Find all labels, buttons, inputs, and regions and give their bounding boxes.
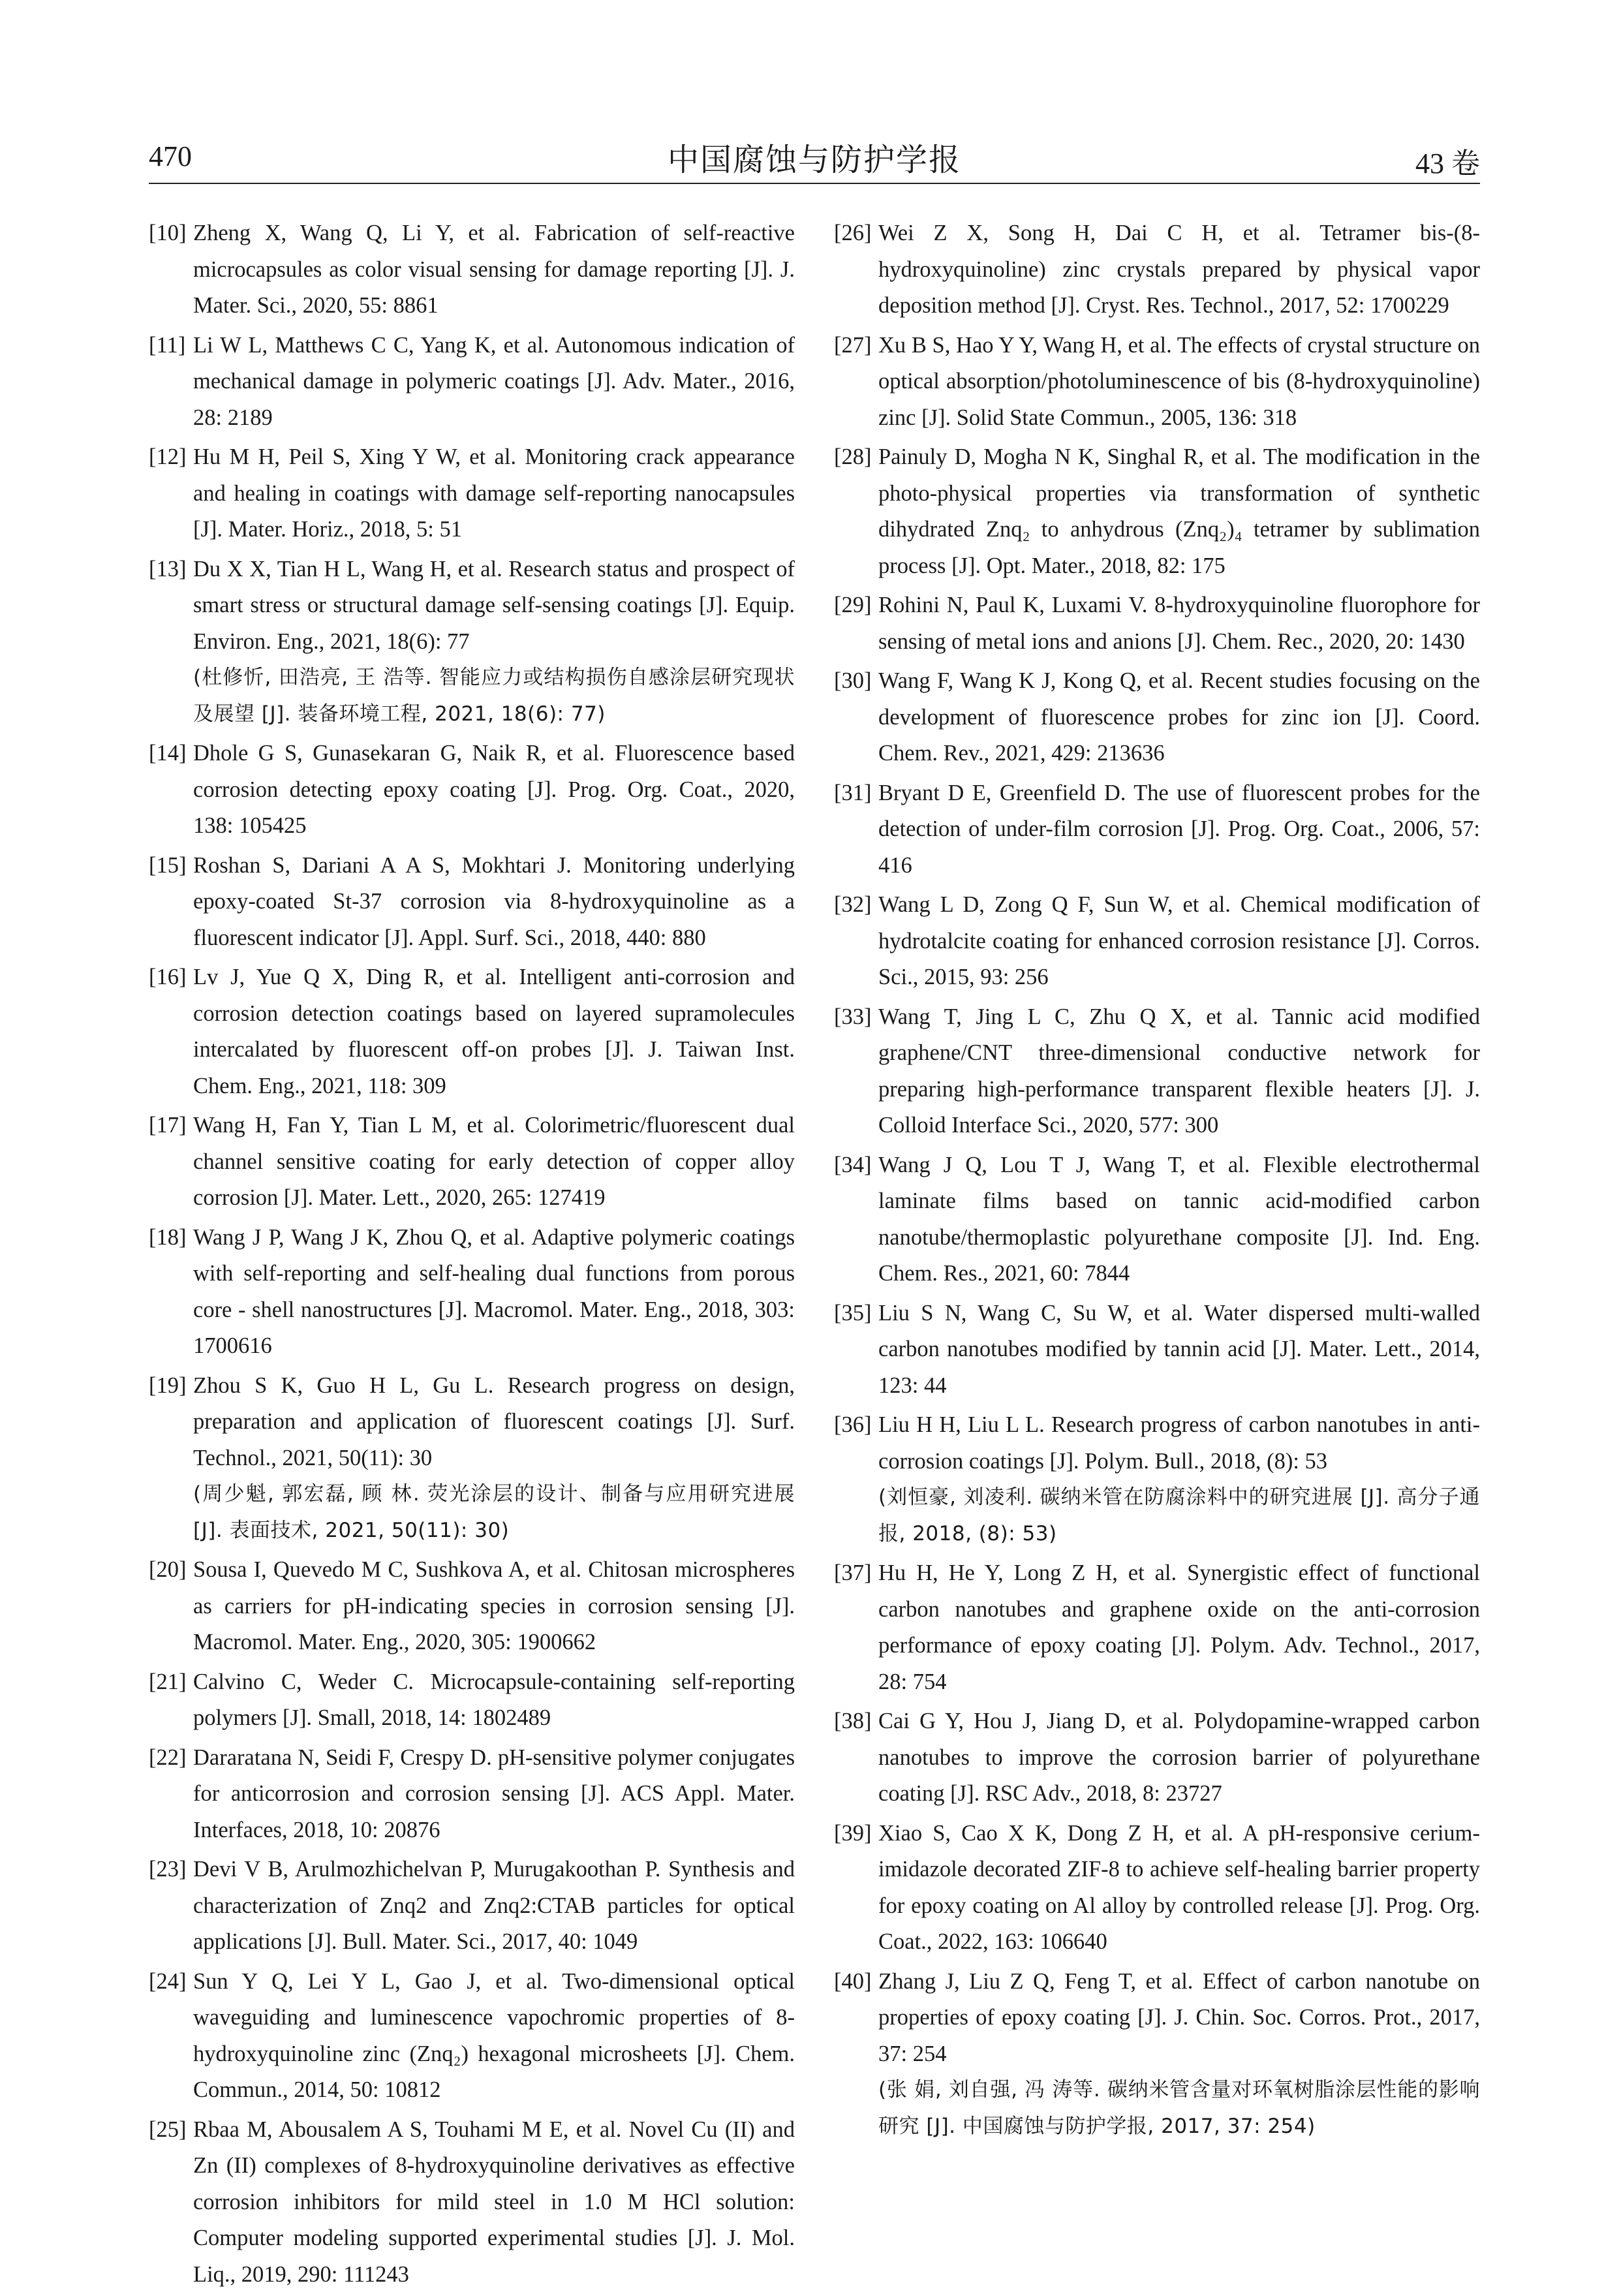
reference-number: [28] bbox=[834, 444, 872, 469]
reference-item bbox=[834, 1295, 1480, 1404]
reference-item bbox=[149, 1552, 795, 1661]
reference-number: [34] bbox=[834, 1152, 872, 1177]
reference-text: Calvino C, Weder C. Microcapsule-containing self-reporting polymers [J]. Small, 2018, 14: 1802489 bbox=[193, 1669, 795, 1730]
reference-item bbox=[149, 1664, 795, 1737]
reference-number: [16] bbox=[149, 965, 187, 989]
reference-column-right bbox=[834, 215, 1480, 2148]
reference-text: Xu B S, Hao Y Y, Wang H, et al. The effects of crystal structure on optical absorption/photoluminescence of bis (8-hydroxyquinoline) zinc [J]. Solid State Commun., 2005, 136: 318 bbox=[878, 332, 1480, 430]
reference-number: [15] bbox=[149, 852, 187, 878]
reference-text: Rbaa M, Abousalem A S, Touhami M E, et al. Novel Cu (II) and Zn (II) complexes of 8-hydroxyquinoline derivatives as effective corrosion inhibitors for mild steel in 1.0 M HCl solution: Computer modeling supported experimental studies [J]. J. Mol. Liq., 2019, 290: 111243 bbox=[193, 2117, 795, 2287]
reference-item bbox=[149, 439, 795, 548]
reference-number: [25] bbox=[149, 2117, 187, 2142]
reference-item bbox=[149, 959, 795, 1104]
reference-item bbox=[149, 1852, 795, 1961]
reference-text: Du X X, Tian H L, Wang H, et al. Research status and prospect of smart stress or structural damage self-sensing coatings [J]. Equip. Environ. Eng., 2021, 18(6): 77 bbox=[193, 556, 795, 654]
reference-number: [39] bbox=[834, 1820, 872, 1846]
reference-item bbox=[834, 1147, 1480, 1292]
reference-item bbox=[834, 587, 1480, 660]
reference-chinese-translation: (杜修忻, 田浩亮, 王 浩等. 智能应力或结构损伤自感涂层研究现状及展望 [J]. 装备环境工程, 2021, 18(6): 77) bbox=[193, 666, 795, 726]
reference-item bbox=[149, 1108, 795, 1217]
reference-item bbox=[149, 1220, 795, 1365]
reference-number: [32] bbox=[834, 892, 872, 917]
reference-text: Wang H, Fan Y, Tian L M, et al. Colorimetric/fluorescent dual channel sensitive coating for early detection of copper alloy corrosion [J]. Mater. Lett., 2020, 265: 127419 bbox=[193, 1113, 795, 1210]
reference-text: Dararatana N, Seidi F, Crespy D. pH-sensitive polymer conjugates for anticorrosion and corrosion sensing [J]. ACS Appl. Mater. Interfaces, 2018, 10: 20876 bbox=[193, 1745, 795, 1842]
reference-text: Bryant D E, Greenfield D. The use of fluorescent probes for the detection of under-film corrosion [J]. Prog. Org. Coat., 2006, 57: 416 bbox=[878, 780, 1480, 878]
reference-number: [26] bbox=[834, 221, 872, 245]
reference-item bbox=[149, 2112, 795, 2293]
reference-number: [30] bbox=[834, 668, 872, 693]
reference-number: [17] bbox=[149, 1113, 187, 1138]
reference-item bbox=[149, 551, 795, 733]
reference-chinese-translation: (周少魁, 郭宏磊, 顾 林. 荧光涂层的设计、制备与应用研究进展 [J]. 表面技术, 2021, 50(11): 30) bbox=[193, 1482, 795, 1542]
reference-item bbox=[149, 215, 795, 324]
reference-item bbox=[149, 1368, 795, 1549]
reference-text: Hu M H, Peil S, Xing Y W, et al. Monitoring crack appearance and healing in coatings with damage self-reporting nanocapsules [J]. Mater. Horiz., 2018, 5: 51 bbox=[193, 444, 795, 542]
reference-text: Cai G Y, Hou J, Jiang D, et al. Polydopamine-wrapped carbon nanotubes to improve the corrosion barrier of polyurethane coating [J]. RSC Adv., 2018, 8: 23727 bbox=[878, 1709, 1480, 1806]
reference-text: Sun Y Q, Lei Y L, Gao J, et al. Two-dimensional optical waveguiding and luminescence vapochromic properties of 8-hydroxyquinoline zinc (Znq₂) hexagonal microsheets [J]. Chem. Commun., 2014, 50: 10812 bbox=[193, 1968, 795, 2102]
reference-text: Painuly D, Mogha N K, Singhal R, et al. The modification in the photo-physical properties via transformation of synthetic dihydrated Znq₂ to anhydrous (Znq₂)₄ tetramer by sublimation process [J]. Opt. Mater., 2018, 82: 175 bbox=[878, 444, 1480, 578]
reference-number: [19] bbox=[149, 1373, 187, 1398]
reference-number: [37] bbox=[834, 1560, 872, 1585]
reference-number: [20] bbox=[149, 1557, 187, 1582]
reference-text: Zheng X, Wang Q, Li Y, et al. Fabrication of self-reactive microcapsules as color visual sensing for damage reporting [J]. J. Mater. Sci., 2020, 55: 8861 bbox=[193, 221, 795, 318]
reference-number: [12] bbox=[149, 444, 187, 469]
reference-item bbox=[834, 663, 1480, 772]
reference-text: Sousa I, Quevedo M C, Sushkova A, et al. Chitosan microspheres as carriers for pH-indicating species in corrosion sensing [J]. Macromol. Mater. Eng., 2020, 305: 1900662 bbox=[193, 1557, 795, 1654]
reference-number: [21] bbox=[149, 1669, 187, 1694]
reference-text: Wang L D, Zong Q F, Sun W, et al. Chemical modification of hydrotalcite coating for enhanced corrosion resistance [J]. Corros. Sci., 2015, 93: 256 bbox=[878, 892, 1480, 989]
reference-number: [31] bbox=[834, 780, 872, 805]
reference-number: [27] bbox=[834, 332, 872, 358]
reference-number: [22] bbox=[149, 1745, 187, 1770]
reference-text: Zhou S K, Guo H L, Gu L. Research progress on design, preparation and application of fluorescent coatings [J]. Surf. Technol., 2021, 50(11): 30 bbox=[193, 1373, 795, 1470]
reference-item bbox=[834, 1964, 1480, 2145]
page-number: 470 bbox=[149, 140, 192, 172]
reference-text: Dhole G S, Gunasekaran G, Naik R, et al. Fluorescence based corrosion detecting epoxy coating [J]. Prog. Org. Coat., 2020, 138: 105425 bbox=[193, 741, 795, 838]
reference-text: Devi V B, Arulmozhichelvan P, Murugakoothan P. Synthesis and characterization of Znq2 and Znq2:CTAB particles for optical applications [J]. Bull. Mater. Sci., 2017, 40: 1049 bbox=[193, 1857, 795, 1954]
reference-number: [13] bbox=[149, 556, 187, 582]
reference-number: [29] bbox=[834, 593, 872, 617]
reference-text: Lv J, Yue Q X, Ding R, et al. Intelligent anti-corrosion and corrosion detection coatings based on layered supramolecules intercalated by fluorescent off-on probes [J]. J. Taiwan Inst. Chem. Eng., 2021, 118: 309 bbox=[193, 965, 795, 1098]
reference-number: [36] bbox=[834, 1412, 872, 1437]
reference-item bbox=[834, 775, 1480, 884]
reference-number: [10] bbox=[149, 221, 187, 245]
reference-text: Wang J Q, Lou T J, Wang T, et al. Flexible electrothermal laminate films based on tannic acid-modified carbon nanotube/thermoplastic polyurethane composite [J]. Ind. Eng. Chem. Res., 2021, 60: 7844 bbox=[878, 1152, 1480, 1286]
reference-text: Hu H, He Y, Long Z H, et al. Synergistic effect of functional carbon nanotubes and graphene oxide on the anti-corrosion performance of epoxy coating [J]. Polym. Adv. Technol., 2017, 28: 754 bbox=[878, 1560, 1480, 1694]
reference-item bbox=[149, 848, 795, 957]
reference-text: Rohini N, Paul K, Luxami V. 8-hydroxyquinoline fluorophore for sensing of metal ions and anions [J]. Chem. Rec., 2020, 20: 1430 bbox=[878, 593, 1480, 654]
reference-item bbox=[834, 1816, 1480, 1961]
reference-text: Wang T, Jing L C, Zhu Q X, et al. Tannic acid modified graphene/CNT three-dimensional conductive network for preparing high-performance transparent flexible heaters [J]. J. Colloid Interface Sci., 2020, 577: 300 bbox=[878, 1004, 1480, 1138]
reference-item bbox=[834, 328, 1480, 437]
reference-text: Liu S N, Wang C, Su W, et al. Water dispersed multi-walled carbon nanotubes modified by tannin acid [J]. Mater. Lett., 2014, 123: 44 bbox=[878, 1300, 1480, 1398]
reference-text: Li W L, Matthews C C, Yang K, et al. Autonomous indication of mechanical damage in polymeric coatings [J]. Adv. Mater., 2016, 28: 2189 bbox=[193, 332, 795, 430]
reference-text: Xiao S, Cao X K, Dong Z H, et al. A pH-responsive cerium-imidazole decorated ZIF-8 to achieve self-healing barrier property for epoxy coating on Al alloy by controlled release [J]. Prog. Org. Coat., 2022, 163: 106640 bbox=[878, 1820, 1480, 1954]
reference-text: Wang F, Wang K J, Kong Q, et al. Recent studies focusing on the development of fluorescence probes for zinc ion [J]. Coord. Chem. Rev., 2021, 429: 213636 bbox=[878, 668, 1480, 766]
reference-column-left bbox=[149, 215, 795, 2296]
reference-number: [40] bbox=[834, 1968, 872, 1994]
reference-number: [23] bbox=[149, 1857, 187, 1882]
reference-item bbox=[834, 439, 1480, 584]
reference-number: [14] bbox=[149, 741, 187, 766]
reference-number: [33] bbox=[834, 1004, 872, 1029]
reference-number: [18] bbox=[149, 1224, 187, 1250]
journal-title: 中国腐蚀与防护学报 bbox=[667, 143, 961, 178]
reference-item bbox=[149, 1964, 795, 2109]
reference-text: Zhang J, Liu Z Q, Feng T, et al. Effect of carbon nanotube on properties of epoxy coating [J]. J. Chin. Soc. Corros. Prot., 2017, 37: 254 bbox=[878, 1968, 1480, 2066]
reference-item bbox=[834, 1555, 1480, 1700]
reference-number: [11] bbox=[149, 332, 186, 358]
reference-item bbox=[834, 1703, 1480, 1812]
page-header bbox=[149, 131, 1480, 184]
reference-text: Wang J P, Wang J K, Zhou Q, et al. Adaptive polymeric coatings with self-reporting and self-healing dual functions from porous core - shell nanostructures [J]. Macromol. Mater. Eng., 2018, 303: 1700616 bbox=[193, 1224, 795, 1358]
reference-text: Roshan S, Dariani A A S, Mokhtari J. Monitoring underlying epoxy-coated St-37 corrosion via 8-hydroxyquinoline as a fluorescent indicator [J]. Appl. Surf. Sci., 2018, 440: 880 bbox=[193, 852, 795, 950]
reference-chinese-translation: (刘恒豪, 刘凌利. 碳纳米管在防腐涂料中的研究进展 [J]. 高分子通报, 2018, (8): 53) bbox=[878, 1485, 1480, 1545]
reference-item bbox=[834, 215, 1480, 324]
reference-item bbox=[834, 1407, 1480, 1552]
reference-number: [35] bbox=[834, 1300, 872, 1326]
reference-chinese-translation: (张 娟, 刘自强, 冯 涛等. 碳纳米管含量对环氧树脂涂层性能的影响研究 [J]. 中国腐蚀与防护学报, 2017, 37: 254) bbox=[878, 2078, 1480, 2138]
reference-item bbox=[149, 1740, 795, 1849]
reference-item bbox=[149, 736, 795, 845]
reference-item bbox=[149, 328, 795, 437]
reference-item bbox=[834, 999, 1480, 1144]
volume-label: 43 卷 bbox=[1415, 147, 1480, 179]
reference-item bbox=[834, 887, 1480, 996]
reference-number: [38] bbox=[834, 1709, 872, 1733]
reference-text: Wei Z X, Song H, Dai C H, et al. Tetramer bis-(8-hydroxyquinoline) zinc crystals prepared by physical vapor deposition method [J]. Cryst. Res. Technol., 2017, 52: 1700229 bbox=[878, 221, 1480, 318]
reference-number: [24] bbox=[149, 1968, 187, 1994]
reference-text: Liu H H, Liu L L. Research progress of carbon nanotubes in anti-corrosion coatings [J]. Polym. Bull., 2018, (8): 53 bbox=[878, 1412, 1480, 1474]
